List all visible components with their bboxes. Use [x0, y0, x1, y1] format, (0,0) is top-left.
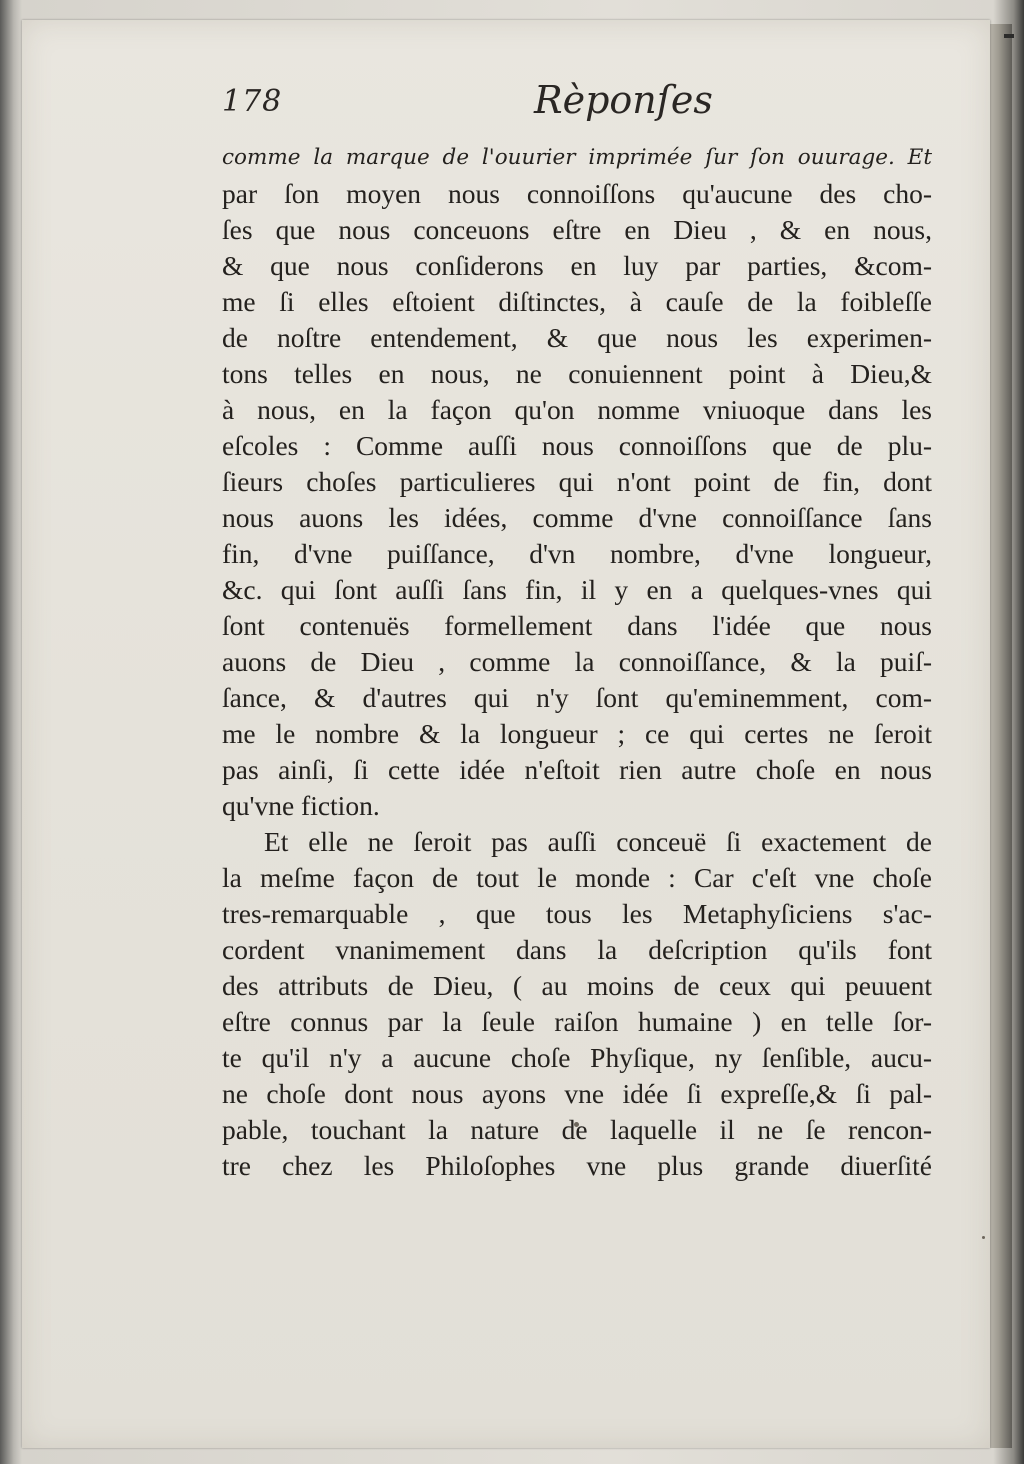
page-number: 178	[222, 84, 283, 119]
text-line: ſont contenuës formellement dans l'idée que nous	[222, 610, 932, 641]
text-line: ſance, & d'autres qui n'y ſont qu'eminemment, com-	[222, 682, 932, 713]
body-text	[222, 140, 932, 1184]
text-line: &c. qui ſont auſſi ſans fin, il y en a quelques-vnes qui	[222, 574, 932, 605]
text-line: ſieurs choſes particulieres qui n'ont point de fin, dont	[222, 466, 932, 497]
text-line: la meſme façon de tout le monde : Car c'eſt vne choſe	[222, 862, 932, 893]
text-line: auons de Dieu , comme la connoiſſance, & la puiſ-	[222, 646, 932, 677]
text-line: & que nous conſiderons en luy par parties, &com-	[222, 250, 932, 281]
text-line: eſtre connus par la ſeule raiſon humaine ) en telle ſor-	[222, 1006, 932, 1037]
text-line: ne choſe dont nous ayons vne idée ſi expreſſe,& ſi pal-	[222, 1078, 932, 1109]
text-line: cordent vnanimement dans la deſcription qu'ils font	[222, 934, 932, 965]
text-line: tons telles en nous, ne conuiennent point à Dieu,&	[222, 358, 932, 389]
text-line: me ſi elles eſtoient diſtinctes, à cauſe de la foibleſſe	[222, 286, 932, 317]
text-line: de noſtre entendement, & que nous les experimen-	[222, 322, 932, 353]
paper-speck	[982, 1236, 985, 1239]
text-line: ſes que nous conceuons eſtre en Dieu , & en nous,	[222, 214, 932, 245]
text-line: te qu'il n'y a aucune choſe Phyſique, ny ſenſible, aucu-	[222, 1042, 932, 1073]
text-line: tre chez les Philoſophes vne plus grande diuerſité	[222, 1150, 932, 1181]
text-line: pable, touchant la nature de laquelle il ne ſe rencon-	[222, 1114, 932, 1145]
text-line: eſcoles : Comme auſſi nous connoiſſons que de plu-	[222, 430, 932, 461]
text-line: pas ainſi, ſi cette idée n'eſtoit rien autre choſe en nous	[222, 754, 932, 785]
text-line: nous auons les idées, comme d'vne connoiſſance ſans	[222, 502, 932, 533]
text-line: comme la marque de l'ouurier imprimée ſur ſon ouurage. Et	[222, 145, 932, 170]
text-line: à nous, en la façon qu'on nomme vniuoque dans les	[222, 394, 932, 425]
page-edge-mark	[1004, 34, 1014, 38]
text-line: me le nombre & la longueur ; ce qui certes ne ſeroit	[222, 718, 932, 749]
running-head	[222, 78, 742, 128]
paragraph-first-line: Et elle ne ſeroit pas auſſi conceuë ſi exactement de	[264, 826, 932, 857]
next-page-edge	[990, 24, 1012, 1448]
text-line: tres-remarquable , que tous les Metaphyſiciens s'ac-	[222, 898, 932, 929]
text-line: par ſon moyen nous connoiſſons qu'aucune des cho-	[222, 178, 932, 209]
text-line: des attributs de Dieu, ( au moins de ceux qui peuuent	[222, 970, 932, 1001]
text-line: fin, d'vne puiſſance, d'vn nombre, d'vne longueur,	[222, 538, 932, 569]
running-title: Rèponſes	[534, 78, 713, 122]
text-line: qu'vne fiction.	[222, 790, 380, 821]
